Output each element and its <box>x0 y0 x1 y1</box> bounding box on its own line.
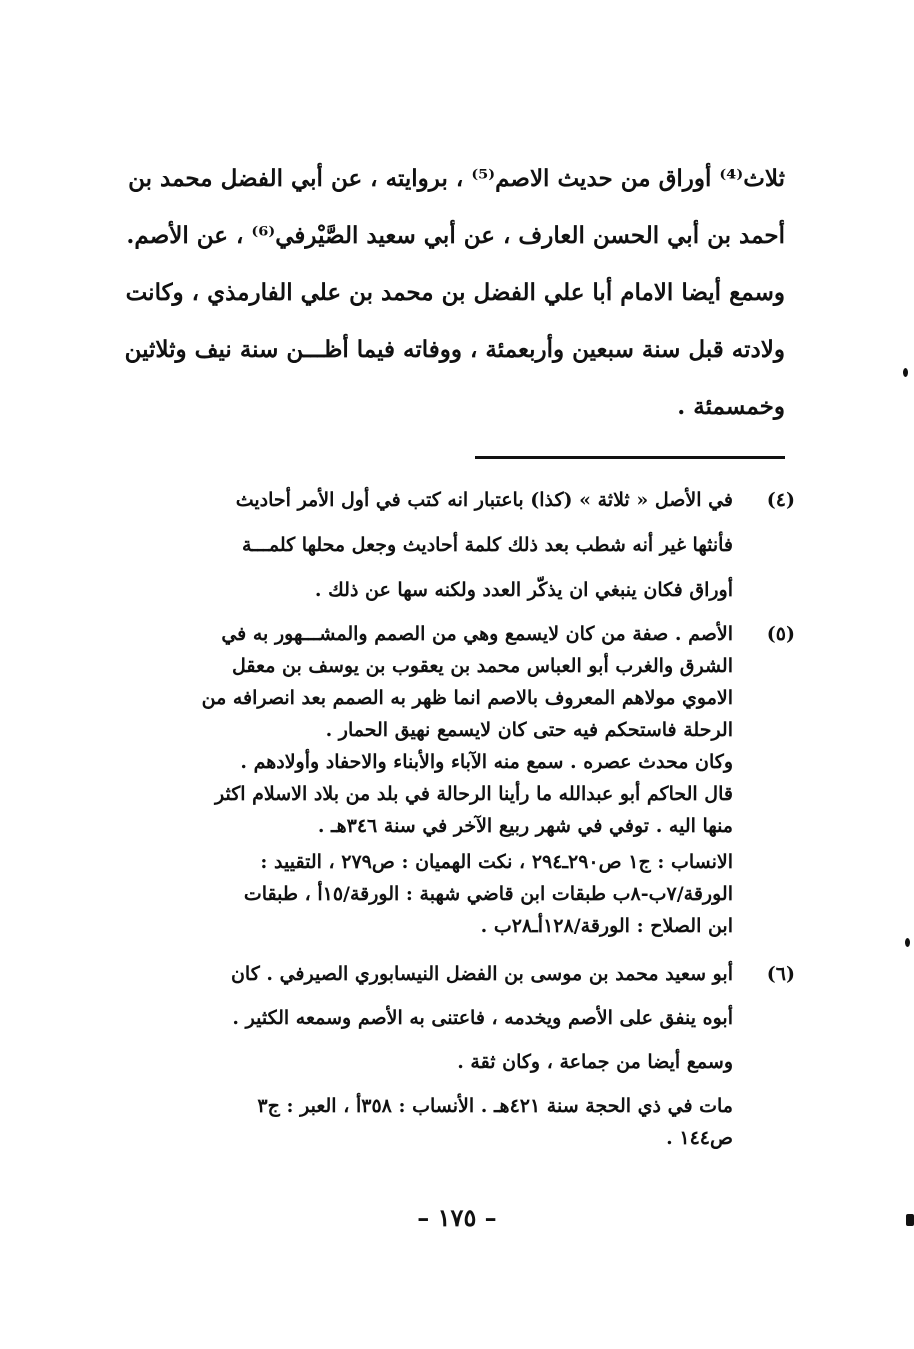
scan-speck <box>906 1214 914 1226</box>
footnote-line: أوراق فكان ينبغي ان يذكّر العدد ولكنه سها عن ذلك . <box>314 579 733 601</box>
footnote-body <box>140 618 733 942</box>
footnote-5 <box>140 618 795 942</box>
main-text-line: أحمد بن أبي الحسن العارف ، عن أبي سعيد الصَّيْرفي⁽⁶⁾ ، عن الأصم. <box>126 222 785 249</box>
footnote-line: فأنثها غير أنه شطب بعد ذلك كلمة أحاديث وجعل محلها كلمـــة <box>241 534 733 556</box>
footnote-line: منها اليه . توفي في شهر ربيع الآخر في سنة ٣٤٦هـ . <box>317 815 733 837</box>
main-text-line: ثلاث⁽⁴⁾ أوراق من حديث الاصم⁽⁵⁾ ، بروايته ، عن أبي الفضل محمد بن <box>128 165 785 192</box>
footnote-number: (٥) <box>766 623 795 645</box>
footnote-references <box>140 1090 733 1154</box>
footnote-line: الاموي مولاهم المعروف بالاصم انما ظهر به الصمم بعد انصرافه من <box>201 687 733 709</box>
footnote-reference-line: ص١٤٤ . <box>666 1127 733 1149</box>
footnote-reference-line: مات في ذي الحجة سنة ٤٢١هـ . الأنساب : ٣٥٨أ ، العبر : ج٣ <box>257 1095 733 1117</box>
main-text-line: وسمع أيضا الامام أبا علي الفضل بن محمد بن علي الفارمذي ، وكانت <box>125 279 785 306</box>
footnote-line: الأصم . صفة من كان لايسمع وهي من الصمم والمشـــهور به في <box>221 623 733 645</box>
footnote-line: أبو سعيد محمد بن موسى بن الفضل النيسابوري الصيرفي . كان <box>230 963 733 985</box>
footnote-reference-line: الانساب : ج١ ص٢٩٠ـ٢٩٤ ، نكت الهميان : ص٢٧٩ ، التقييد : <box>260 851 733 873</box>
footnote-line: وكان محدث عصره . سمع منه الآباء والأبناء والاحفاد وأولادهم . <box>240 751 733 773</box>
scan-speck <box>905 938 910 947</box>
footnote-separator-rule <box>475 456 785 459</box>
footnote-line: أبوه ينفق على الأصم ويخدمه ، فاعتنى به الأصم وسمعه الكثير . <box>232 1007 733 1029</box>
scan-speck <box>903 368 908 377</box>
main-text-line: وخمسمئة . <box>677 393 785 420</box>
footnote-reference-line: الورقة/٧ب-٨ب طبقات ابن قاضي شهبة : الورقة/١٥أ ، طبقات <box>243 883 733 905</box>
footnote-4 <box>140 478 795 613</box>
footnote-line: في الأصل « ثلاثة » (كذا) باعتبار انه كتب في أول الأمر أحاديث <box>235 489 733 511</box>
footnote-line: الشرق والغرب أبو العباس محمد بن يعقوب بن يوسف بن معقل <box>232 655 733 677</box>
footnote-body <box>140 478 733 613</box>
footnote-6 <box>140 952 795 1154</box>
main-text-block <box>124 150 785 435</box>
page-number: – ١٧٥ – <box>417 1203 497 1232</box>
footnote-number: (٦) <box>766 963 795 985</box>
footnote-number: (٤) <box>766 489 795 511</box>
footnote-reference-line: ابن الصلاح : الورقة/١٢٨أـ٢٨ب . <box>480 915 733 937</box>
footnote-line: قال الحاكم أبو عبدالله ما رأينا الرحالة في بلد من بلاد الاسلام اكثر <box>214 783 733 805</box>
footnote-line: الرحلة فاستحكم فيه حتى كان لايسمع نهيق الحمار . <box>325 719 733 741</box>
footnote-body <box>140 952 733 1154</box>
footnote-line: وسمع أيضا من جماعة ، وكان ثقة . <box>457 1051 733 1073</box>
main-text-line: ولادته قبل سنة سبعين وأربعمئة ، ووفاته فيما أظـــن سنة نيف وثلاثين <box>124 336 785 363</box>
footnote-references <box>140 846 733 942</box>
